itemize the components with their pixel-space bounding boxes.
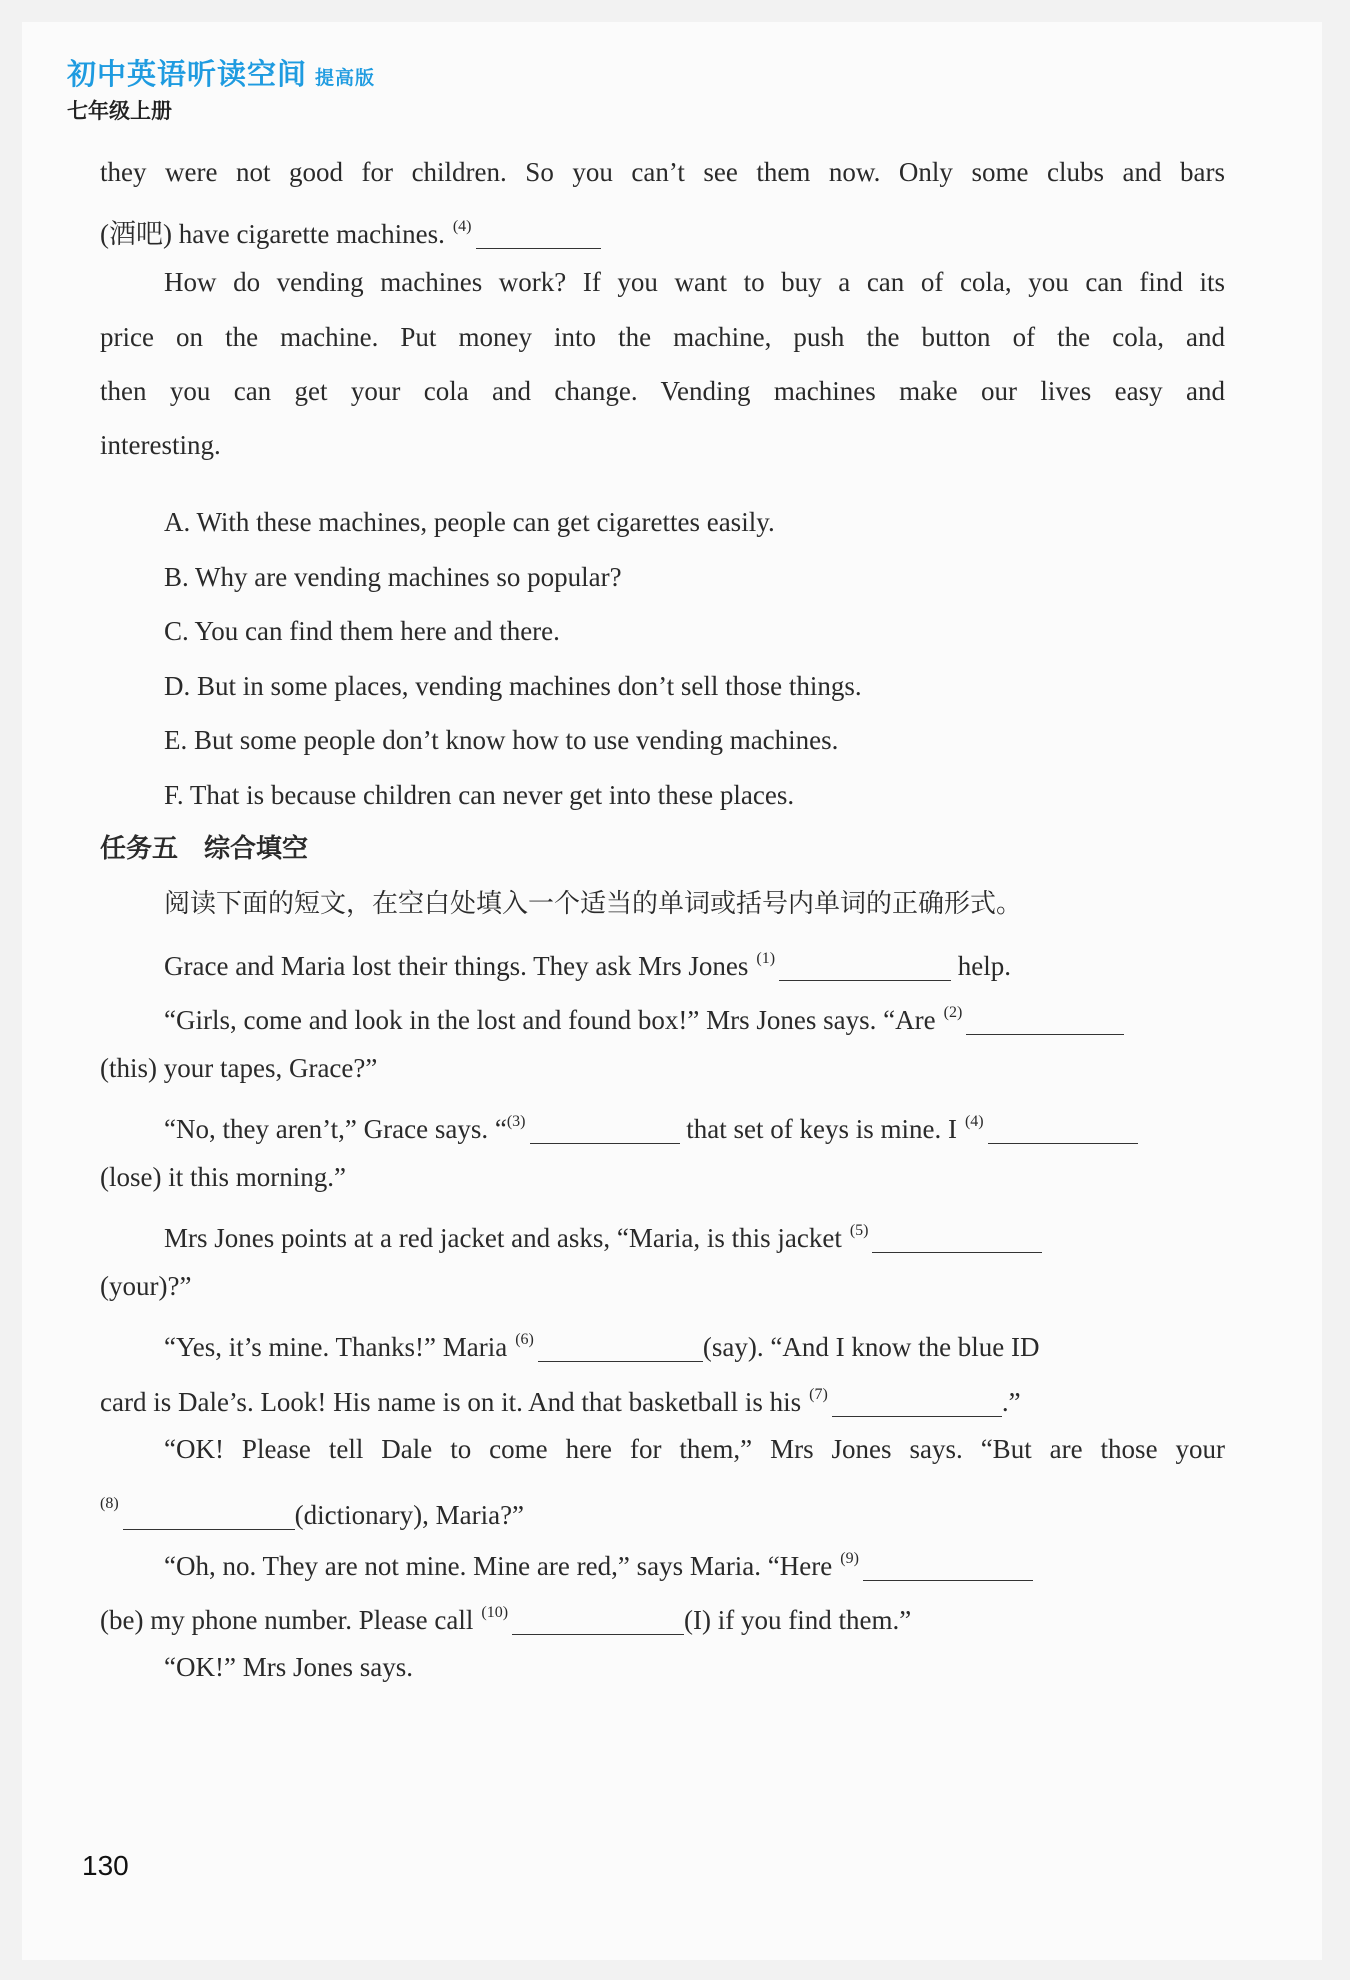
cloze-line: Mrs Jones points at a red jacket and asks, “Maria, is this jacket $^{(5)}$ — [164, 1211, 1225, 1258]
blank-number: (2) — [943, 1004, 963, 1021]
cloze-line: (your)?” — [100, 1271, 192, 1301]
answer-blank-8[interactable] — [123, 1499, 295, 1530]
blank-number: (8) — [100, 1495, 119, 1512]
option-a: A. With these machines, people can get cigarettes easily. — [164, 507, 775, 537]
answer-blank-6[interactable] — [538, 1331, 703, 1362]
blank-number: (3) — [506, 1113, 526, 1130]
cloze-line: “OK! Please tell Dale to come here for them,” Mrs Jones says. “But are those your — [164, 1434, 1225, 1464]
answer-blank-1[interactable] — [779, 950, 951, 981]
instruction: 阅读下面的短文，在空白处填入一个适当的单词或括号内单词的正确形式。 — [164, 889, 1023, 919]
blank-number: (1) — [756, 950, 776, 967]
cloze-line: (be) my phone number. Please call $^{(10)}$ (I) if you find them.” — [100, 1604, 912, 1635]
cloze-line: (lose) it this morning.” — [100, 1162, 346, 1192]
answer-blank-9[interactable] — [863, 1550, 1033, 1581]
passage-line: interesting. — [100, 430, 221, 460]
blank-number: (7) — [809, 1386, 828, 1403]
answer-blank-7[interactable] — [832, 1386, 1002, 1417]
passage-line: How do vending machines work? If you want to buy a can of cola, you can find its — [164, 267, 1225, 297]
cloze-line: “OK!” Mrs Jones says. — [164, 1652, 413, 1682]
book-title: 初中英语听读空间 提高版 — [67, 57, 376, 91]
blank-number: (4) — [452, 218, 472, 235]
answer-blank-10[interactable] — [512, 1604, 684, 1635]
option-c: C. You can find them here and there. — [164, 616, 560, 646]
answer-blank[interactable] — [476, 218, 601, 249]
cloze-line: “Yes, it’s mine. Thanks!” Maria $^{(6)}$ (say). “And I know the blue ID — [164, 1331, 1040, 1362]
cloze-line: $^{(8)}$ (dictionary), Maria?” — [100, 1495, 525, 1530]
answer-blank-4[interactable] — [988, 1113, 1138, 1144]
passage-line: they were not good for children. So you can’t see them now. Only some clubs and bars — [100, 157, 1225, 187]
answer-blank-5[interactable] — [872, 1222, 1042, 1253]
blank-number: (10) — [481, 1604, 509, 1621]
option-f: F. That is because children can never get into these places. — [164, 780, 795, 810]
edition-label: 提高版 — [315, 67, 376, 89]
cloze-line: (this) your tapes, Grace?” — [100, 1053, 378, 1083]
option-b: B. Why are vending machines so popular? — [164, 562, 622, 592]
option-d: D. But in some places, vending machines don’t sell those things. — [164, 671, 862, 701]
blank-number: (4) — [964, 1113, 984, 1130]
answer-blank-2[interactable] — [966, 1004, 1124, 1035]
blank-number: (6) — [515, 1331, 534, 1348]
answer-blank-3[interactable] — [530, 1113, 680, 1144]
page-number: 130 — [82, 1850, 129, 1881]
blank-number: (9) — [840, 1550, 859, 1567]
cloze-line: card is Dale’s. Look! His name is on it. And that basketball is his $^{(7)}$ .” — [100, 1386, 1021, 1417]
option-e: E. But some people don’t know how to use vending machines. — [164, 725, 839, 755]
passage-line: price on the machine. Put money into the machine, push the button of the cola, and — [100, 322, 1225, 352]
grade-label: 七年级上册 — [67, 99, 172, 123]
cloze-line: Grace and Maria lost their things. They ask Mrs Jones $^{(1)}$ help. — [164, 950, 1012, 981]
cloze-line: “Girls, come and look in the lost and found box!” Mrs Jones says. “Are $^{(2)}$ — [164, 993, 1225, 1040]
cloze-line: “No, they aren’t,” Grace says. “$^{(3)}$ that set of keys is mine. I $^{(4)}$ — [164, 1102, 1225, 1149]
blank-number: (5) — [849, 1222, 869, 1239]
section-title: 任务五 综合填空 — [100, 834, 309, 864]
passage-line: then you can get your cola and change. Vending machines make our lives easy and — [100, 376, 1225, 406]
cloze-line: “Oh, no. They are not mine. Mine are red,” says Maria. “Here $^{(9)}$ — [164, 1539, 1225, 1586]
passage-line-with-blank: (酒吧) have cigarette machines. $^{(4)}$ — [100, 207, 1225, 254]
